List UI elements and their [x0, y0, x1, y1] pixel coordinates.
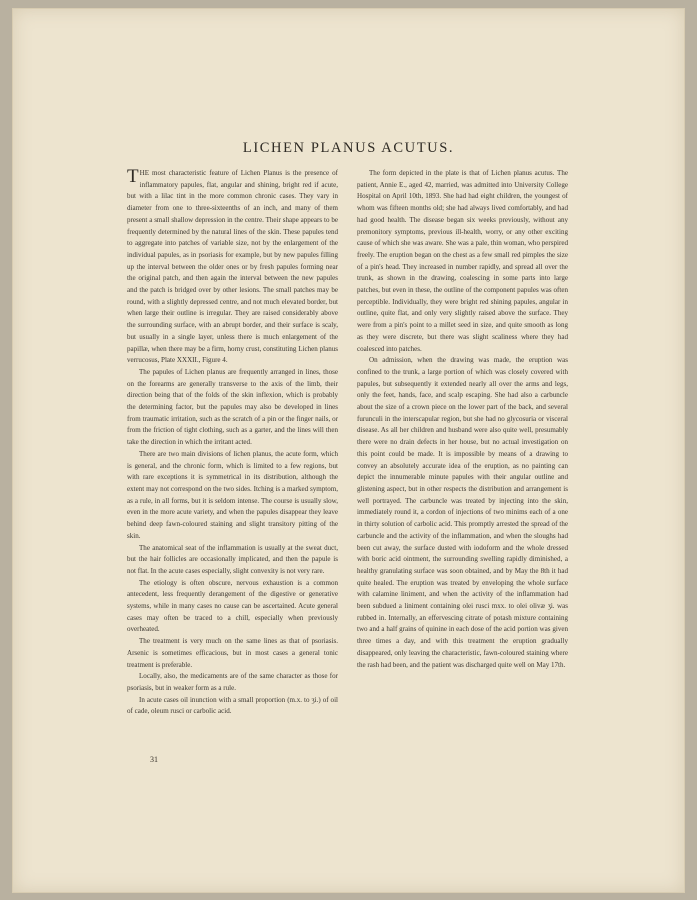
left-column — [127, 168, 338, 718]
left-paragraph-7: Locally, also, the medicaments are of the same character as those for psoriasis, but in weaker form as a rule. — [127, 672, 338, 692]
left-paragraph-5: The etiology is often obscure, nervous exhaustion is a common antecedent, less frequently derangement of the digestive or generative systems, while in many cases no cause can be ascertained. Acute general cases may often be traced to a chill, especially when previously overheated. — [127, 578, 338, 634]
left-paragraph-2: The papules of Lichen planus are frequently arranged in lines, those on the forearms are generally transverse to the axis of the limb, their direction being that of the folds of the skin inflexion, which is probably the determining factor, but the papules may also be developed in lines from traumatic irritation, such as the scratch of a pin or the finger nails, or from the friction of tight clothing, such as a garter, and the lines will then take the direction in which the irritant acted. — [127, 367, 338, 447]
left-paragraph-1 — [127, 168, 338, 367]
left-paragraph-8: In acute cases oil inunction with a small proportion (m.x. to ʒi.) of oil of cade, oleum rusci or carbolic acid. — [127, 695, 338, 716]
left-paragraph-3: There are two main divisions of lichen planus, the acute form, which is general, and the chronic form, which is limited to a few regions, but with rare exceptions it is symmetrical in its distribution, although the extent may not correspond on the two sides. Itching is a marked symptom, as a rule, in all forms, but it is seldom intense. The course is usually slow, even in the more acute variety, and when the papules disappear they leave behind deep fawn-coloured staining and slight transitory pitting of the skin. — [127, 449, 338, 540]
right-column — [357, 168, 568, 671]
left-paragraph-1-text: HE most characteristic feature of Lichen Planus is the presence of inflammatory papules, flat, angular and shining, bright red if acute, but with a lilac tint in the more common chronic cases. They vary in diameter from one to three-sixteenths of an inch, and many of them present a small shallow depression in the centre. Their shape appears to be frequently determined by the natural lines of the skin. These papules tend to aggregate into patches of variable size, not by the enlargement of the individual papules, as in psoriasis for example, but by new papules filling up the interval between the older ones or by fresh papules forming near the original patch, and then again the interval between the new papules and the patch is bridged over by other lesions. The small patches may be round, with a slightly depressed centre, and not much elevated border, but when large their outline is irregular. They are raised considerably above the surrounding surface, with an abrupt border, and their surface is scaly, but usually in a single layer, unless there is much enlargement of the papillæ, when there may be a firm, horny crust, constituting Lichen planus verrucosus, Plate XXXII., Figure 4. — [127, 169, 338, 365]
left-paragraph-6: The treatment is very much on the same lines as that of psoriasis. Arsenic is sometimes efficacious, but in most cases a general tonic treatment is preferable. — [127, 637, 338, 669]
right-paragraph-1: The form depicted in the plate is that of Lichen planus acutus. The patient, Annie E., aged 42, married, was admitted into University College Hospital on April 10th, 1893. She had had eight children, the youngest of whom was fifteen months old; she had always lived comfortably, and had had good health. The disease began six weeks previously, without any premonitory symptoms, previous ill-health, worry, or any other exciting cause of which she was aware. She was a pale, thin woman, who perspired freely. The eruption began on the chest as a few small red pimples the size of a pin's head. They increased in number rapidly, and spread all over the trunk, as shown in the drawing, coalescing in some parts into large patches, but even in these, the outline of the component papules was often perceptible. Individually, they were bright red shining papules, angular in outline, quite flat, and only very slightly raised above the surface. They were from a pin's point to a millet seed in size, and quite smooth as long as they were discrete, but there was slight scaliness where they had coalesced into patches. — [357, 169, 568, 353]
page-title: LICHEN PLANUS ACUTUS. — [242, 140, 455, 156]
left-paragraph-4: The anatomical seat of the inflammation is usually at the sweat duct, but the hair follicles are occasionally implicated, and then the papule is not flat. In the acute cases especially, slight convexity is not very rare. — [127, 543, 338, 575]
page-number: 31 — [150, 755, 158, 764]
right-paragraph-2: On admission, when the drawing was made, the eruption was confined to the trunk, a large portion of which was closely covered with papules, but subsequently it extended nearly all over the arms and legs, only the feet, hands, face, and scalp escaping. She had also a carbuncle about the size of a crown piece on the lower part of the back, and several furunculi in the interscapular region, but she had no glycosuria or visceral disease. As all her children and husband were also quite well, presumably there were no drain defects in her house, but no actual investigation on this point could be made. It is impossible by means of a drawing to convey an absolutely accurate idea of the eruption, as no painting can depict the innumerable minute papules with their angular outline and glistening aspect, but in other respects the distribution and arrangement is well portrayed. The carbuncle was treated by injecting into the skin, immediately round it, a cordon of injections of two minims each of a one in thirty solution of carbolic acid. This promptly arrested the spread of the carbuncle and the activity of the inflammation, and when the sloughs had been cut away, the surface dusted with iodoform and the whole dressed with boric acid ointment, the surrounding swelling rapidly diminished, a healthy granulating surface was soon obtained, and by May the 8th it had quite healed. The eruption was treated by enveloping the whole surface with calamine liniment, and when the activity of the inflammation had been subdued a liniment containing olei rusci mxx. to olei olivæ ʒi. was rubbed in. Internally, an effervescing citrate of potash mixture containing two and a half grains of quinine in each dose of the acid portion was given three times a day, and with this treatment the eruption gradually disappeared, only leaving the characteristic, fawn-coloured staining where the rash had been, and the patient was discharged quite well on May 17th. — [357, 356, 568, 669]
drop-cap-letter: T — [127, 166, 139, 187]
